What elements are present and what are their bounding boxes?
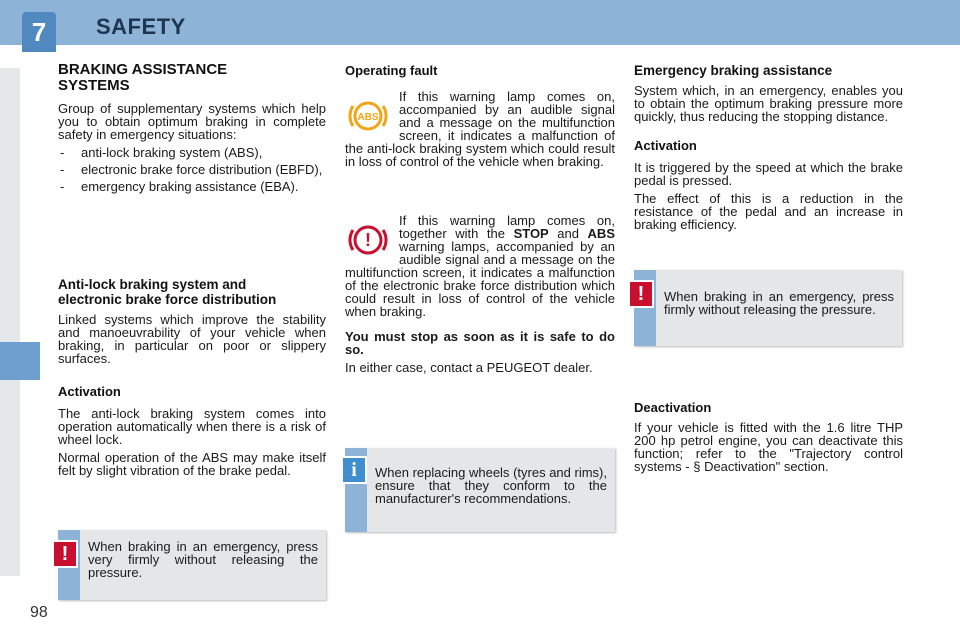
abs-section: [58, 277, 326, 482]
fault-heading: Operating fault: [345, 63, 438, 78]
warning-callout: [634, 270, 902, 346]
warning-text: When braking in an emergency, press very firmly without releasing the pressure.: [88, 539, 318, 580]
side-chapter-tab: [0, 342, 40, 380]
list-item: - anti-lock braking system (ABS),: [58, 146, 326, 159]
exclamation-icon: !: [52, 540, 78, 568]
activation-heading: Activation: [58, 384, 121, 399]
activation-text: The anti-lock braking system comes into operation automatically when there is a risk of wheel lock.: [58, 406, 326, 447]
systems-list: [58, 146, 326, 193]
svg-text:ABS: ABS: [357, 112, 379, 123]
column-left: [58, 62, 326, 197]
activation-text: It is triggered by the speed at which the brake pedal is pressed.: [634, 160, 903, 188]
fault-text-part: and: [548, 226, 588, 241]
info-text: When replacing wheels (tyres and rims), ensure that they conform to the manufacturer's recommendations.: [375, 465, 607, 506]
warning-callout: [58, 530, 326, 600]
deactivation-heading: Deactivation: [634, 400, 712, 415]
column-right: [634, 63, 903, 236]
info-icon: i: [341, 456, 367, 484]
list-item: - electronic brake force distribution (EBFD),: [58, 163, 326, 176]
eba-title: Emergency braking assistance: [634, 63, 833, 78]
column-middle: [345, 64, 615, 78]
exclamation-icon: !: [628, 280, 654, 308]
side-strip: [0, 68, 20, 576]
stop-warning: You must stop as soon as it is safe to do so.: [345, 329, 615, 357]
svg-text:!: !: [365, 230, 371, 250]
activation-heading: Activation: [634, 138, 697, 153]
info-callout: [345, 448, 615, 532]
fault-text-part: If this warning lamp comes on, together with the: [399, 213, 615, 241]
page-number: 98: [30, 604, 48, 621]
chapter-number: 7: [22, 12, 56, 52]
fault-block-1: [345, 90, 615, 173]
eba-intro: System which, in an emergency, enables you to obtain the optimum braking pressure more quickly, thus reducing the stopping distance.: [634, 83, 903, 124]
list-item: - emergency braking assistance (EBA).: [58, 180, 326, 193]
fault-block-2: [345, 214, 615, 379]
deactivation-section: [634, 401, 903, 478]
abs-text: Linked systems which improve the stability and manoeuvrability of your vehicle when braking, in particular on poor or slippery surfaces.: [58, 312, 326, 366]
stop-label: STOP: [513, 226, 549, 241]
fault-text: If this warning lamp comes on, accompanied by an audible signal and a message on the multifunction screen, it indicates a malfunction of the anti-lock braking system which could result in loss of control of the vehicle when braking.: [345, 89, 615, 169]
intro-text: Group of supplementary systems which help you to obtain optimum braking in complete safety in emergency situations:: [58, 101, 326, 142]
fault-text-part: warning lamps, accompanied by an audible signal and a message on the multifunction screen, it indicates a malfunction of the electronic brake force distribution which could result in loss of control of the vehicle when braking.: [345, 239, 615, 319]
abs-label: ABS: [587, 226, 615, 241]
page-title: SAFETY: [96, 14, 186, 39]
section-title: BRAKING ASSISTANCE SYSTEMS: [58, 61, 228, 94]
abs-title: Anti-lock braking system and electronic brake force distribution: [58, 277, 277, 307]
activation-text: Normal operation of the ABS may make itself felt by slight vibration of the brake pedal.: [58, 450, 326, 478]
deactivation-text: If your vehicle is fitted with the 1.6 litre THP 200 hp petrol engine, you can deactivate this function; refer to the "Trajectory control systems - § Deactivation" section.: [634, 420, 903, 474]
contact-text: In either case, contact a PEUGEOT dealer.: [345, 360, 593, 375]
activation-text: The effect of this is a reduction in the resistance of the pedal and an increase in braking efficiency.: [634, 191, 903, 232]
warning-text: When braking in an emergency, press firmly without releasing the pressure.: [664, 289, 894, 317]
